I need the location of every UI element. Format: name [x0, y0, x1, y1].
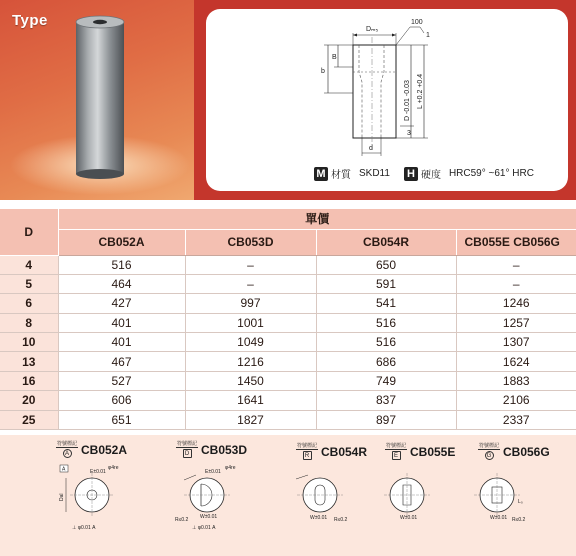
variant-g-tag: 符號標記	[478, 443, 499, 449]
d-cell: 8	[0, 313, 58, 332]
column-header-cb053d: CB053D	[185, 229, 316, 255]
price-cell: 516	[316, 333, 456, 352]
product-header-band	[0, 0, 576, 200]
price-cell: –	[185, 255, 316, 274]
price-cell: 749	[316, 371, 456, 390]
variant-a-header	[56, 441, 127, 458]
variant-g-r-label: R≤0.2	[512, 517, 526, 523]
variant-a-tag: 符號標記	[56, 441, 77, 447]
price-cell: 427	[58, 294, 185, 313]
column-header-d: D	[0, 209, 58, 255]
d-cell: 6	[0, 294, 58, 313]
table-row	[0, 352, 576, 371]
column-header-cb054r: CB054R	[316, 229, 456, 255]
hardness-badge: H	[404, 167, 418, 181]
variant-r-header	[296, 443, 367, 460]
price-cell: 1883	[456, 371, 576, 390]
price-cell: –	[456, 255, 576, 274]
price-cell: 651	[58, 410, 185, 429]
hardness-label: 硬度	[420, 170, 441, 181]
price-cell: 1049	[185, 333, 316, 352]
variant-d-tag: 符號標記	[176, 441, 197, 447]
hardness-value: HRC59° ~61° HRC	[448, 168, 534, 179]
price-cell: –	[185, 274, 316, 293]
price-cell: 516	[316, 313, 456, 332]
variant-d-w-label: W±0.01	[200, 514, 218, 520]
price-cell: 591	[316, 274, 456, 293]
price-cell: 541	[316, 294, 456, 313]
price-cell: 516	[58, 255, 185, 274]
table-row	[0, 294, 576, 313]
variant-d-diagram	[175, 465, 236, 531]
variant-e-w-label: W±0.01	[400, 515, 418, 521]
d-cell: 20	[0, 391, 58, 410]
price-cell: 1216	[185, 352, 316, 371]
variant-e-code: CB055E	[410, 444, 456, 459]
dim-1: 1	[426, 32, 430, 39]
table-row	[0, 333, 576, 352]
table-row	[0, 391, 576, 410]
dim-d: d	[369, 145, 373, 152]
price-cell: 1450	[185, 371, 316, 390]
price-cell: 650	[316, 255, 456, 274]
variant-d-e-label: E±0.01	[205, 469, 221, 475]
price-cell: 467	[58, 352, 185, 371]
variant-d-r-label: R≤0.2	[175, 517, 189, 523]
price-cell: 837	[316, 391, 456, 410]
technical-drawing-panel	[206, 9, 568, 191]
column-header-price: 單價	[58, 209, 576, 229]
price-cell: 686	[316, 352, 456, 371]
variant-r-letter: R	[303, 451, 312, 460]
variant-g-code: CB056G	[503, 444, 550, 459]
variant-e-diagram	[384, 473, 430, 521]
variant-d-flat-label: ⊥ φ0.01 A	[192, 525, 216, 531]
table-row	[0, 371, 576, 390]
variant-a-box-label: A	[62, 466, 66, 473]
material-badge: M	[314, 167, 328, 181]
variant-e-tag: 符號標記	[385, 443, 406, 449]
column-header-cb055e-cb056g: CB055E CB056G	[456, 229, 576, 255]
variant-e-header	[385, 443, 455, 460]
variant-g-letter: G	[485, 451, 494, 460]
d-cell: 16	[0, 371, 58, 390]
price-cell: 1624	[456, 352, 576, 371]
material-hardness-line	[314, 166, 534, 181]
dim-100: 100	[411, 19, 423, 26]
price-cell: 464	[58, 274, 185, 293]
variant-a-da-label: Dal	[59, 493, 65, 501]
table-row	[0, 255, 576, 274]
material-label: 材質	[331, 170, 351, 181]
product-photo-panel	[0, 0, 194, 200]
variant-a-diagram	[59, 465, 119, 531]
price-cell: 997	[185, 294, 316, 313]
dim-B: B	[332, 54, 337, 61]
price-cell: 1001	[185, 313, 316, 332]
table-row	[0, 274, 576, 293]
variant-a-flat-label: ⊥ φ0.01 A	[72, 525, 96, 531]
variant-a-phi-label: φ4re	[108, 465, 119, 471]
price-cell: 401	[58, 333, 185, 352]
price-cell: 1307	[456, 333, 576, 352]
variant-diagrams-band	[0, 435, 576, 556]
dim-3: 3	[407, 130, 411, 137]
material-value: SKD11	[359, 168, 390, 179]
price-cell: 527	[58, 371, 185, 390]
column-header-cb052a: CB052A	[58, 229, 185, 255]
price-cell: 897	[316, 410, 456, 429]
price-cell: 401	[58, 313, 185, 332]
d-cell: 5	[0, 274, 58, 293]
variant-a-code: CB052A	[81, 442, 128, 457]
price-cell: 1257	[456, 313, 576, 332]
price-cell: 2106	[456, 391, 576, 410]
dim-L-tolerance: L +0.2 +0.4	[417, 73, 424, 109]
d-cell: 13	[0, 352, 58, 371]
variant-r-tag: 符號標記	[296, 443, 317, 449]
punch-dimension-drawing	[206, 9, 568, 191]
variant-d-code: CB053D	[201, 442, 248, 457]
dim-diameter-top: Dₘ₅	[366, 26, 379, 33]
variant-r-code: CB054R	[321, 444, 368, 459]
variant-g-header	[478, 443, 550, 460]
variant-r-w-label: W±0.01	[310, 515, 328, 521]
variant-e-letter: E	[392, 451, 401, 460]
variant-d-header	[176, 441, 247, 458]
d-cell: 10	[0, 333, 58, 352]
variant-r-r-label: R≤0.2	[334, 517, 348, 523]
d-cell: 25	[0, 410, 58, 429]
price-cell: 2337	[456, 410, 576, 429]
variant-d-phi-label: φ4re	[225, 465, 236, 471]
variant-g-w-label: W±0.01	[490, 515, 508, 521]
type-title: Type	[12, 12, 48, 29]
variant-a-letter: A	[63, 449, 72, 458]
variant-r-diagram	[296, 475, 348, 523]
table-row	[0, 313, 576, 332]
price-cell: 1246	[456, 294, 576, 313]
price-cell: 1641	[185, 391, 316, 410]
dim-b: b	[321, 68, 325, 75]
price-cell: –	[456, 274, 576, 293]
variant-a-e-label: E±0.01	[90, 469, 106, 475]
dim-D-tolerance: D -0.01 -0.03	[404, 80, 411, 121]
table-row	[0, 410, 576, 429]
variant-g-l-label: L₀	[518, 499, 523, 505]
d-cell: 4	[0, 255, 58, 274]
price-cell: 606	[58, 391, 185, 410]
variant-g-diagram	[474, 473, 526, 523]
product-photo-illustration	[0, 0, 194, 200]
price-cell: 1827	[185, 410, 316, 429]
price-table	[0, 209, 576, 430]
variant-d-letter: D	[183, 449, 192, 458]
